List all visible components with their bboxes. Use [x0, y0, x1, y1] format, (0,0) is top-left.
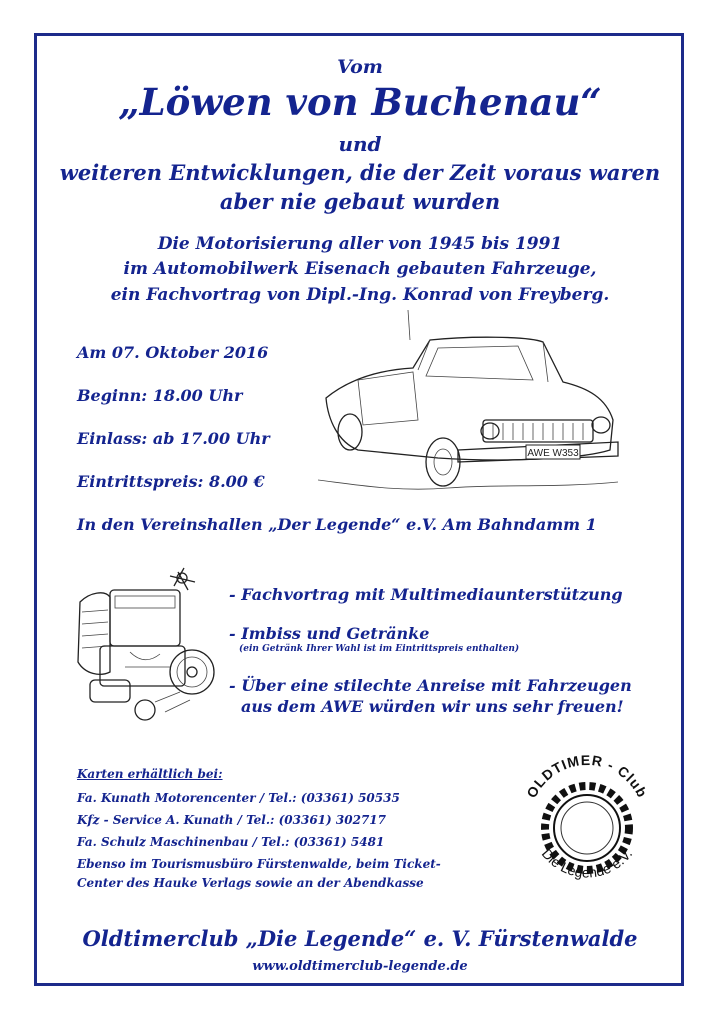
- subtitle-line-2: aber nie gebaut wurden: [219, 189, 501, 214]
- intro-line-2: im Automobilwerk Eisenach gebauten Fahrzeuge,: [123, 259, 597, 279]
- tickets-line-5: Center des Hauke Verlags sowie an der Abendkasse: [77, 876, 424, 890]
- tickets-line-4: Ebenso im Tourismusbüro Fürstenwalde, beim Ticket-: [77, 857, 441, 871]
- svg-text:OLDTIMER - Club: [523, 752, 651, 801]
- car-illustration: [318, 310, 623, 500]
- event-price: Eintrittspreis: 8.00 €: [77, 472, 265, 491]
- logo-bottom-text: Die Legende e.V.: [538, 845, 636, 881]
- event-entry: Einlass: ab 17.00 Uhr: [77, 429, 270, 448]
- header-line-und: und: [338, 132, 382, 156]
- event-date: Am 07. Oktober 2016: [77, 343, 269, 362]
- subtitle-line-1: weiteren Entwicklungen, die der Zeit voraus waren: [59, 160, 661, 185]
- tickets-line-3: Fa. Schulz Maschinenbau / Tel.: (03361) 5481: [77, 835, 385, 849]
- event-venue: In den Vereinshallen „Der Legende“ e.V. Am Bahndamm 1: [77, 515, 597, 534]
- event-start: Beginn: 18.00 Uhr: [77, 386, 243, 405]
- page-title: „Löwen von Buchenau“: [118, 80, 602, 124]
- bullet-lecture: - Fachvortrag mit Multimediaunterstützung: [229, 585, 623, 604]
- bullet-snacks: - Imbiss und Getränke: [229, 624, 430, 643]
- footer-title: Oldtimerclub „Die Legende“ e. V. Fürstenwalde: [82, 926, 638, 951]
- engine-illustration: [70, 562, 220, 730]
- intro-line-1: Die Motorisierung aller von 1945 bis 1991: [157, 234, 563, 254]
- bullet-arrival-line-1: - Über eine stilechte Anreise mit Fahrzeugen: [229, 676, 632, 695]
- bullet-snacks-note: (ein Getränk Ihrer Wahl ist im Eintrittspreis enthalten): [239, 644, 520, 654]
- footer-url[interactable]: www.oldtimerclub-legende.de: [252, 959, 468, 974]
- bullet-arrival-line-2: aus dem AWE würden wir uns sehr freuen!: [241, 697, 624, 716]
- logo-top-text: OLDTIMER - Club: [523, 751, 651, 801]
- intro-line-3: ein Fachvortrag von Dipl.-Ing. Konrad von Freyberg.: [110, 285, 610, 305]
- tickets-line-2: Kfz - Service A. Kunath / Tel.: (03361) 302717: [77, 813, 386, 827]
- header-line-vom: Vom: [337, 56, 383, 78]
- club-logo: [512, 750, 662, 900]
- license-plate-text: AWE W353: [527, 448, 579, 459]
- tickets-line-1: Fa. Kunath Motorencenter / Tel.: (03361) 50535: [77, 791, 400, 805]
- tickets-heading: Karten erhältlich bei:: [77, 767, 223, 781]
